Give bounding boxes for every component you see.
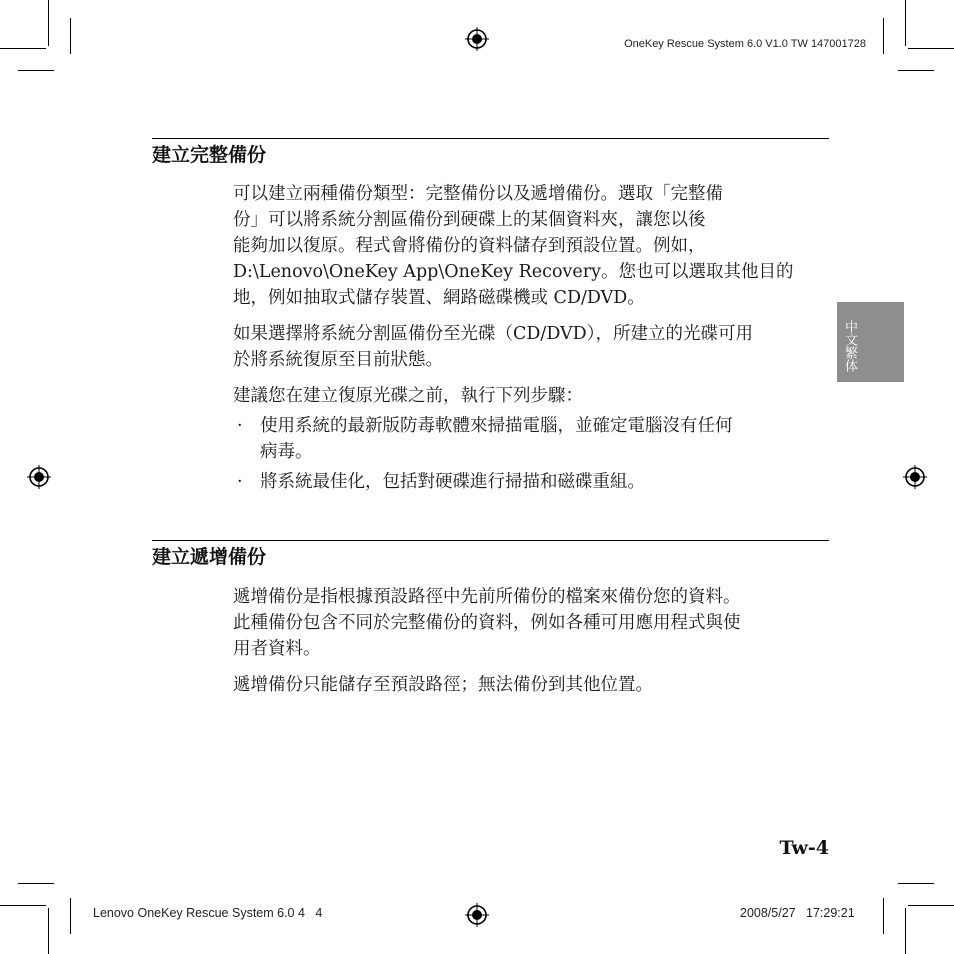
crop-mark	[908, 905, 954, 906]
crop-mark	[0, 48, 46, 49]
document-id-header: OneKey Rescue System 6.0 V1.0 TW 147001728	[624, 38, 866, 50]
crop-mark	[70, 18, 71, 54]
crop-mark	[898, 70, 934, 71]
section-body-incremental-backup	[233, 584, 831, 708]
crop-mark	[18, 70, 54, 71]
text-line: 可以建立兩種備份類型：完整備份以及遞增備份。選取「完整備	[233, 184, 723, 204]
bullet-icon: ·	[237, 472, 243, 492]
section-title-full-backup: 建立完整備份	[152, 144, 267, 166]
crop-mark	[18, 883, 54, 884]
paragraph: 遞增備份只能儲存至預設路徑；無法備份到其他位置。	[233, 675, 653, 695]
registration-mark-icon	[903, 465, 927, 489]
paragraph: 建議您在建立復原光碟之前，執行下列步驟：	[233, 386, 583, 406]
list-item	[233, 469, 831, 495]
page-number: Tw-4	[779, 837, 829, 859]
text-line: 使用系統的最新版防毒軟體來掃描電腦，並確定電腦沒有任何	[260, 416, 733, 436]
crop-mark	[898, 883, 934, 884]
paragraph	[233, 181, 831, 311]
crop-mark	[0, 905, 46, 906]
section-divider	[152, 540, 829, 541]
registration-mark-icon	[465, 903, 489, 927]
section-body-full-backup	[233, 181, 831, 499]
crop-mark	[908, 48, 954, 49]
footer-file-info: Lenovo OneKey Rescue System 6.0 4 4	[93, 906, 323, 920]
text-line: 地，例如抽取式儲存裝置、網路磁碟機或 CD/DVD。	[233, 288, 645, 308]
crop-mark	[48, 0, 49, 46]
crop-mark	[905, 0, 906, 46]
language-tab	[837, 302, 904, 382]
text-line: 病毒。	[260, 442, 313, 462]
text-line: 如果選擇將系統分割區備份至光碟（CD/DVD），所建立的光碟可用	[233, 324, 753, 344]
registration-mark-icon	[27, 465, 51, 489]
crop-mark	[48, 908, 49, 954]
bullet-icon: ·	[237, 416, 243, 436]
text-line: 份」可以將系統分割區備份到硬碟上的某個資料夾，讓您以後	[233, 210, 706, 230]
text-line: 用者資料。	[233, 639, 321, 659]
text-line: 於將系統復原至目前狀態。	[233, 350, 443, 370]
crop-mark	[883, 18, 884, 54]
crop-mark	[905, 908, 906, 954]
footer-timestamp: 2008/5/27 17:29:21	[740, 906, 855, 920]
paragraph	[233, 584, 831, 662]
registration-mark-icon	[465, 27, 489, 51]
list-item	[233, 413, 831, 465]
text-line: 此種備份包含不同於完整備份的資料，例如各種可用應用程式與使	[233, 613, 741, 633]
text-line: 能夠加以復原。程式會將備份的資料儲存到預設位置。例如，	[233, 236, 706, 256]
text-line: 將系統最佳化，包括對硬碟進行掃描和磁碟重組。	[260, 472, 645, 492]
crop-mark	[883, 898, 884, 934]
section-title-incremental-backup: 建立遞增備份	[152, 546, 267, 568]
paragraph	[233, 321, 831, 373]
crop-mark	[70, 898, 71, 934]
text-line: D:\Lenovo\OneKey App\OneKey Recovery。您也可以選取其他目的	[233, 262, 794, 282]
section-divider	[152, 138, 829, 139]
text-line: 遞增備份是指根據預設路徑中先前所備份的檔案來備份您的資料。	[233, 587, 741, 607]
language-tab-label: 中文繁体	[842, 320, 857, 372]
